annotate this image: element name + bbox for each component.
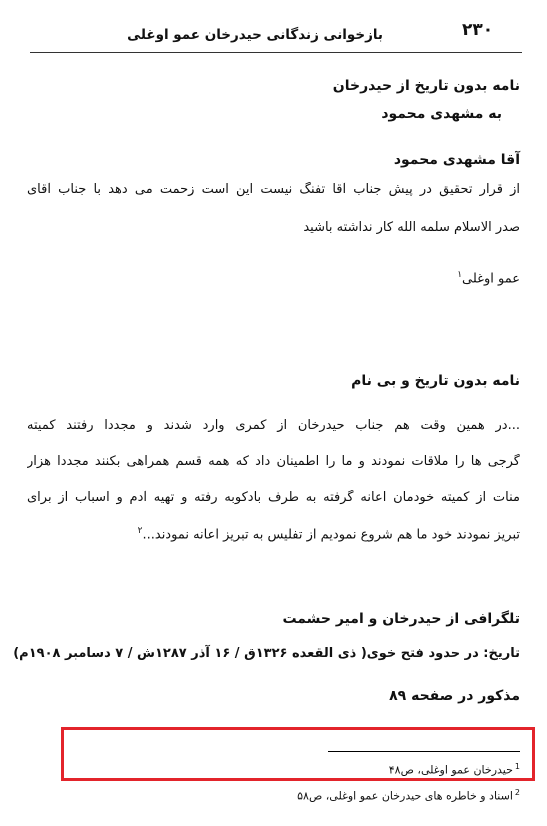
footnote-ref-1: ۱ bbox=[457, 270, 463, 280]
page-number: ۲۳۰ bbox=[462, 20, 494, 40]
letter1-salutation: آقا مشهدی محمود bbox=[393, 152, 520, 168]
letter1-line2: صدر الاسلام سلمه الله کار نداشته باشید bbox=[303, 220, 520, 235]
letter1-signature-line bbox=[457, 270, 520, 286]
letter2-line1: ...در همین وقت هم جناب حیدرخان از کمری وارد شدند و مجددا رفتند کمیته bbox=[27, 418, 520, 433]
letter2-line4-wrap bbox=[138, 526, 520, 542]
letter1-addressee: به مشهدی محمود bbox=[381, 106, 502, 122]
footnote-2-number: 2 bbox=[514, 788, 520, 797]
header-rule bbox=[30, 52, 522, 53]
running-title: بازخوانی زندگانی حیدرخان عمو اوغلی bbox=[127, 27, 383, 43]
highlight-box bbox=[61, 727, 535, 781]
letter2-line4: تبریز نمودند خود ما هم شروع نمودیم از تفلیس به تبریز اعانه نمودند... bbox=[142, 527, 520, 543]
footnote-ref-2: ۲ bbox=[137, 526, 143, 536]
telegram-date: تاریخ: در حدود فتح خوی( ذی القعده ۱۳۲۶ق / ۱۶ آذر ۱۲۸۷ش / ۷ دسامبر ۱۹۰۸م) bbox=[13, 646, 520, 661]
telegram-mention: مذکور در صفحه ۸۹ bbox=[389, 688, 520, 704]
letter1-signature: عمو اوغلی bbox=[462, 271, 520, 287]
letter2-line3: منات از کمیته خودمان اعانه گرفته به طرف بادکوبه رفته و تهیه آدم و اسباب از برای bbox=[27, 490, 520, 505]
telegram-heading: تلگرافی از حیدرخان و امیر حشمت bbox=[282, 611, 520, 627]
footnote-1-number: 1 bbox=[514, 762, 520, 771]
letter2-line2: گرجی ها را ملاقات نمودند و ما را اطمینان داد که همه قسم همراهی بکنند مجددا هزار bbox=[27, 454, 520, 469]
letter2-heading: نامه بدون تاریخ و بی نام bbox=[351, 373, 520, 389]
footnote-2-text: اسناد و خاطره های حیدرخان عمو اوغلی، ص۵۸ bbox=[297, 789, 513, 803]
letter1-heading: نامه بدون تاریخ از حیدرخان bbox=[332, 78, 520, 94]
footnote-1-text: حیدرخان عمو اوغلی، ص۴۸ bbox=[388, 763, 513, 777]
footnote-2 bbox=[297, 788, 520, 803]
letter1-line1: از قرار تحقیق در پیش جناب آقا تفنگ نیست این است زحمت می دهد با جناب آقای bbox=[27, 182, 520, 197]
